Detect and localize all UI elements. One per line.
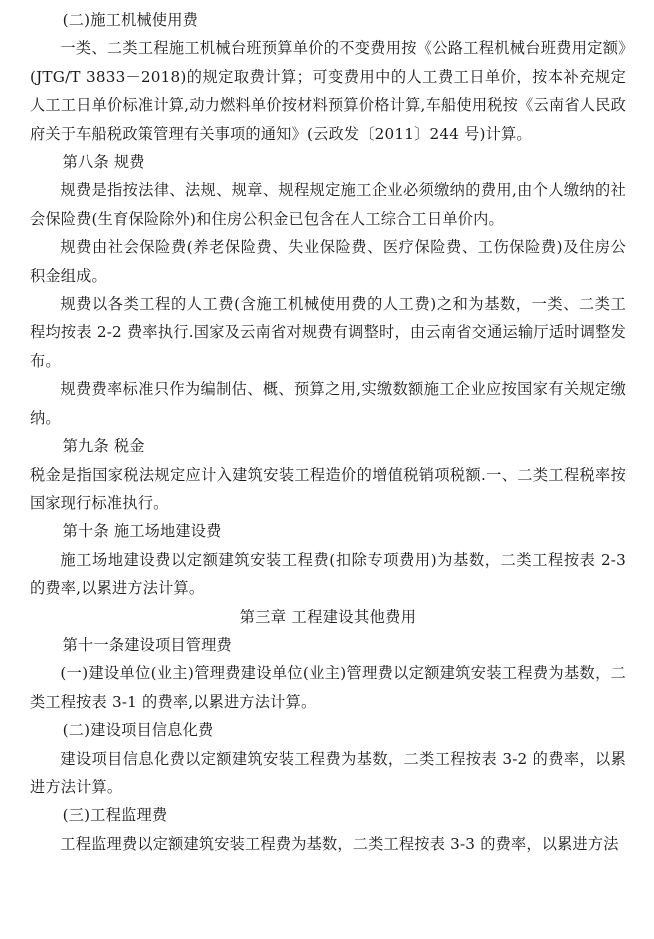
subsection-heading-machinery-cost: (二)施工机械使用费 <box>62 11 199 29</box>
paragraph-fees-definition: 规费是指按法律、法规、规章、规程规定施工企业必须缴纳的费用,由个人缴纳的社会保险费(生育保险除外)和住房公积金已包含在人工综合工日单价内。 <box>30 181 626 228</box>
subsection-heading-supervision: (三)工程监理费 <box>62 806 168 825</box>
paragraph-fees-composition: 规费由社会保险费(养老保险费、失业保险费、医疗保险费、工伤保险费)及住房公积金组成。 <box>30 238 626 285</box>
paragraph-site-construction: 施工场地建设费以定额建筑安装工程费(扣除专项费用)为基数，二类工程按表 2-3 的费率,以累进方法计算。 <box>30 550 626 598</box>
article-heading-9: 第九条 税金 <box>62 437 145 456</box>
article-heading-11: 第十一条建设项目管理费 <box>62 635 232 654</box>
paragraph-informatization: 建设项目信息化费以定额建筑安装工程费为基数，二类工程按表 3-2 的费率，以累进方法计算。 <box>30 749 626 796</box>
article-heading-10: 第十条 施工场地建设费 <box>62 522 222 541</box>
paragraph-tax: 税金是指国家税法规定应计入建筑安装工程造价的增值税销项税额.一、二类工程税率按国家现行标准执行。 <box>30 465 626 512</box>
paragraph-fees-rate-standard: 规费费率标准只作为编制估、概、预算之用,实缴数额施工企业应按国家有关规定缴纳。 <box>30 380 626 427</box>
paragraph-owner-management: (一)建设单位(业主)管理费建设单位(业主)管理费以定额建筑安装工程费为基数，二类工程按表 3-1 的费率,以累进方法计算。 <box>30 664 626 711</box>
chapter-heading-3: 第三章 工程建设其他费用 <box>239 607 417 626</box>
paragraph-machinery-cost: 一类、二类工程施工机械台班预算单价的不变费用按《公路工程机械台班费用定额》(JTG/T 3833－2018)的规定取费计算；可变费用中的人工费工日单价，按本补充规定人工工日单价标准计算,动力燃料单价按材料预算价格计算,车船使用税按《云南省人民政府关于车船税政策管理有关事项的通知》(云政发〔2011〕244 号)计算。 <box>30 39 626 143</box>
article-heading-8: 第八条 规费 <box>62 153 145 172</box>
paragraph-fees-basis: 规费以各类工程的人工费(含施工机械使用费的人工费)之和为基数，一类、二类工程均按表 2-2 费率执行.国家及云南省对规费有调整时，由云南省交通运输厅适时调整发布。 <box>30 295 626 370</box>
subsection-heading-informatization: (二)建设项目信息化费 <box>62 721 214 740</box>
paragraph-supervision: 工程监理费以定额建筑安装工程费为基数，二类工程按表 3-3 的费率，以累进方法 <box>60 834 619 853</box>
